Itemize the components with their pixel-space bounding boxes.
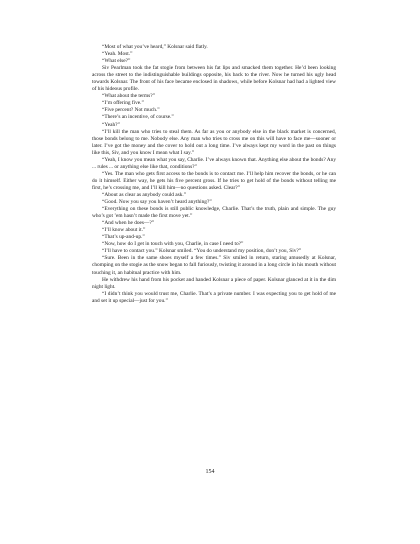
- paragraph: “I’ll kill the man who tries to steal them. As far as you or anybody else in the black market is concerned, those bonds belong to me. Nobody else. Any man who tries to cross me on this will have to face me—sooner or later. I’ve got the money and the cover to hold out a long time. I’ve always kept my word in the past on things like this, Siv, and you know I mean what I say.”: [92, 128, 336, 156]
- page-number: 154: [205, 469, 215, 475]
- paragraph: “Five percent? Not much.”: [102, 107, 160, 114]
- paragraph: “Yeah?”: [102, 121, 120, 128]
- paragraph: “About as clear as anybody could ask.”: [102, 191, 187, 198]
- paragraph: He withdrew his hand from his pocket and handed Kolsnar a piece of paper. Kolsnar glanced at it in the dim night light.: [92, 276, 336, 290]
- paragraph: “What else?”: [102, 58, 131, 65]
- paragraph: “I didn’t think you would trust me, Charlie. That’s a private number. I was expecting you to get hold of me and set it up special—just for you.”: [92, 290, 336, 304]
- paragraph: “And when he does—?”: [102, 220, 155, 227]
- paragraph: “Yes. The man who gets first access to the bonds is to contact me. I’ll help him recover the bonds, or he can do it himself. Either way, he gets his five percent gross. If he tries to get hold of the bonds without telling me first, he’s crossing me, and I’ll kill him—no questions asked. Clear?”: [92, 170, 336, 191]
- paragraph: “Sure. Been in the same shoes myself a few times.” Siv smiled in return, staring amusedly at Kolsnar, chomping on the stogie as the snow began to fall furiously, twisting it around in a long circle in his mouth without touching it, an habitual practice with him.: [92, 255, 336, 276]
- body-text: [92, 44, 336, 305]
- paragraph: “Yeah, I know you mean what you say, Charlie. I’ve always known that. Anything else about the bonds? Any ... rules ... or anything else like that, conditions?”: [92, 156, 336, 170]
- paragraph: “Everything on these bonds is still public knowledge, Charlie. That’s the truth, plain and simple. The guy who’s got ’em hasn’t made the first move yet.”: [92, 206, 336, 220]
- paragraph: “Yeah. Most.”: [102, 51, 133, 58]
- paragraph: “That’s up-and-up.”: [102, 234, 145, 241]
- paragraph: “Most of what you’ve heard,” Kolsnar said flatly.: [102, 44, 208, 50]
- paragraph: “I’ll know about it.”: [102, 227, 146, 234]
- paragraph: “Now, how do I get in touch with you, Charlie, in case I need to?”: [102, 241, 244, 248]
- paragraph: “There’s an incentive, of course.”: [102, 114, 174, 121]
- paragraph: “I’m offering five.”: [102, 100, 144, 107]
- paragraph: “I’ll have to contact you.” Kolsnar smiled. “You do understand my position, don’t you, Siv?”: [102, 248, 302, 255]
- paragraph: “What about the terms?”: [102, 93, 155, 100]
- paragraph: Siv Pearlman took the fat stogie from between his fat lips and smacked them together. He’d been looking across the street to the indistinguishable buildings opposite, his back to the river. Now he turned his ugly head towards Kolsnar. The front of his face became enclosed in shadows, while before Kolsnar had had a lighted view of his hideous profile.: [92, 65, 336, 93]
- paragraph: “Good. Now you say you haven’t heard anything?”: [102, 199, 212, 206]
